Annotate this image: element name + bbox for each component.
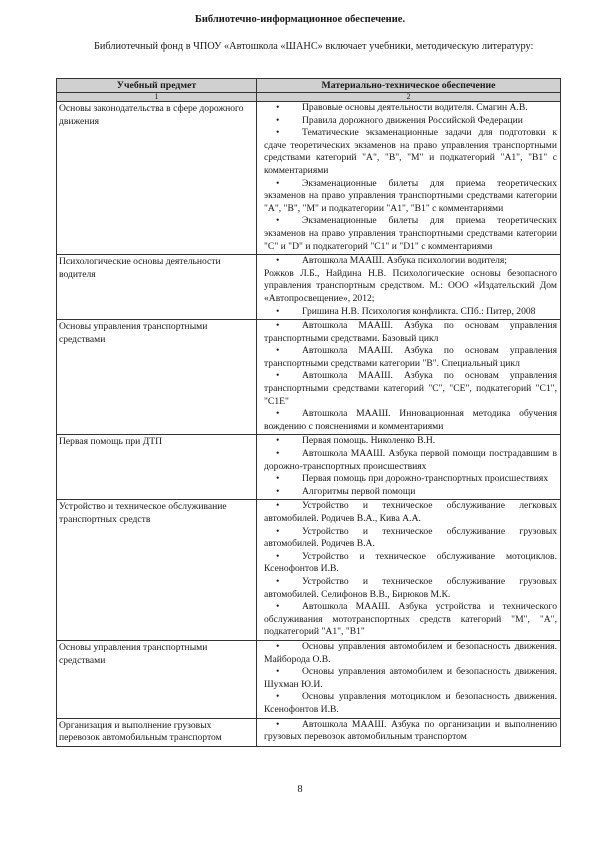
list-item	[260, 370, 557, 408]
subject-cell: Организация и выполнение грузовых перевозок автомобильным транспортом	[57, 718, 257, 746]
subject-cell: Устройство и техническое обслуживание транспортных средств	[57, 500, 257, 641]
list-item-text: Основы управления автомобилем и безопасность движения. Шухман Ю.И.	[264, 666, 557, 690]
list-item-text: Рожков Л.Б., Найдина Н.В. Психологические основы безопасного управления транспортным средством. М.: ООО «Издательский Дом «Автопросвещение», 2012;	[264, 267, 557, 304]
bullet-icon: •	[276, 718, 280, 730]
list-item	[260, 486, 557, 499]
list-item	[260, 576, 557, 601]
materials-cell	[257, 500, 561, 641]
list-item-text: Автошкола МААШ. Инновационная методика обучения вождению с пояснениями и комментариями	[264, 408, 557, 432]
table-row	[57, 255, 561, 320]
list-item	[260, 255, 557, 268]
table-row	[57, 500, 561, 641]
list-item-text: Автошкола МААШ. Азбука первой помощи пострадавшим в дорожно-транспортных происшествиях	[264, 448, 557, 472]
bullet-icon: •	[276, 102, 280, 113]
materials-cell	[257, 102, 561, 255]
bullet-icon: •	[276, 127, 280, 139]
list-item-text: Гришина Н.В. Психология конфликта. СПб.: Питер, 2008	[302, 305, 536, 317]
bullet-icon: •	[276, 601, 280, 613]
header-subject: Учебный предмет	[57, 79, 257, 93]
subject-cell: Основы управления транспортными средствами	[57, 640, 257, 718]
section-title: Библиотечно-информационное обеспечение.	[194, 14, 406, 25]
bullet-icon: •	[276, 691, 280, 703]
list-item-text: Основы управления мотоциклом и безопасность движения. Ксенофонтов И.В.	[264, 691, 557, 715]
list-item	[260, 526, 557, 551]
bullet-icon: •	[276, 345, 280, 357]
list-item	[260, 500, 557, 525]
bullet-icon: •	[276, 485, 280, 497]
list-item	[260, 719, 557, 744]
list-item-text: Правовые основы деятельности водителя. Смагин А.В.	[302, 102, 528, 113]
list-item	[260, 666, 557, 691]
materials-cell	[257, 435, 561, 500]
list-item-text: Автошкола МААШ. Азбука устройства и технического обслуживания мототранспортных средств категорий "М", "А", подкатегорий "А1", "В1"	[264, 601, 557, 638]
bullet-icon: •	[276, 666, 280, 678]
list-item	[260, 306, 557, 319]
list-item	[260, 473, 557, 486]
materials-cell	[257, 255, 561, 320]
list-item-text: Первая помощь при дорожно-транспортных происшествиях	[302, 473, 549, 485]
bullet-icon: •	[276, 255, 280, 267]
subject-cell: Первая помощь при ДТП	[57, 435, 257, 500]
bullet-icon: •	[276, 640, 280, 652]
bullet-icon: •	[276, 473, 280, 485]
bullet-icon: •	[276, 215, 280, 227]
bullet-icon: •	[276, 550, 280, 562]
list-item	[260, 215, 557, 253]
list-item	[260, 435, 557, 448]
list-item	[260, 641, 557, 666]
subject-cell: Основы управления транспортными средствами	[57, 320, 257, 435]
list-item	[260, 115, 557, 128]
list-item	[260, 691, 557, 716]
bullet-icon: •	[276, 177, 280, 189]
column-number-row	[57, 93, 561, 102]
materials-cell	[257, 640, 561, 718]
table-header-row	[57, 79, 561, 93]
list-item-text: Автошкола МААШ. Азбука по основам управления транспортными средствами категории "В". Специальный цикл	[264, 345, 557, 369]
list-item	[260, 345, 557, 370]
list-item-text: Автошкола МААШ. Азбука по основам управления транспортными средствами. Базовый цикл	[264, 320, 557, 344]
list-item	[260, 551, 557, 576]
table-row	[57, 640, 561, 718]
column-number: 2	[257, 93, 561, 102]
list-item-text: Устройство и техническое обслуживание грузовых автомобилей. Селифонов В.В., Бирюков М.К.	[264, 575, 557, 600]
list-item-text: Тематические экзаменационные задачи для подготовки к сдаче теоретических экзаменов на право управления транспортными средствами категорий "А", "В", "М" и подкатегорий "А1", "В1" с комментариями	[264, 127, 557, 176]
list-item	[260, 320, 557, 345]
table-row	[57, 435, 561, 500]
materials-cell	[257, 320, 561, 435]
list-item	[260, 102, 557, 115]
table-row	[57, 718, 561, 746]
table-row	[57, 102, 561, 255]
list-item-text: Устройство и техническое обслуживание грузовых автомобилей. Родичев В.А.	[264, 525, 557, 550]
list-item-text: Правила дорожного движения Российской Федерации	[302, 114, 523, 126]
column-number: 1	[57, 93, 257, 102]
list-item-text: Автошкола МААШ. Азбука по основам управления транспортными средствами категорий "С", "СЕ", подкатегорий "С1", "С1Е"	[264, 370, 557, 407]
bullet-icon: •	[276, 575, 280, 587]
bullet-icon: •	[276, 114, 280, 126]
bullet-icon: •	[276, 320, 280, 332]
table-body	[57, 102, 561, 747]
bullet-icon: •	[276, 448, 280, 460]
subject-cell: Психологические основы деятельности водителя	[57, 255, 257, 320]
list-item-text: Основы управления автомобилем и безопасность движения. Майборода О.В.	[264, 640, 557, 665]
intro-paragraph: Библиотечный фонд в ЧПОУ «Автошкола «ШАНС» включает учебники, методическую литературу:	[94, 41, 534, 52]
list-item	[260, 268, 557, 306]
list-item-text: Устройство и техническое обслуживание мотоциклов. Ксенофонтов И.В.	[264, 550, 557, 575]
list-item-text: Экзаменационные билеты для приема теоретических экзаменов на право управления транспортными средствами категории "С" и "D" и подкатегорий "С1" и "D1" с комментариями	[264, 215, 557, 252]
list-item	[260, 601, 557, 639]
list-item	[260, 178, 557, 216]
list-item-text: Первая помощь. Николенко В.Н.	[302, 435, 436, 447]
list-item	[260, 408, 557, 433]
bullet-icon: •	[276, 370, 280, 382]
bullet-icon: •	[276, 408, 280, 420]
table-row	[57, 320, 561, 435]
list-item-text: Автошкола МААШ. Азбука по организации и выполнению грузовых перевозок автомобильным транспортом	[264, 718, 557, 743]
list-item-text: Устройство и техническое обслуживание легковых автомобилей. Родичев В.А., Кива А.А.	[264, 500, 557, 524]
literature-table	[56, 78, 561, 747]
bullet-icon: •	[276, 500, 280, 512]
list-item-text: Алгоритмы первой помощи	[302, 485, 416, 497]
header-materials: Материально-техническое обеспечение	[257, 79, 561, 93]
list-item-text: Экзаменационные билеты для приема теоретических экзаменов на право управления транспортными средствами категории "А", "В", "М" и подкатегории "А1", "В1" с комментариями	[264, 177, 557, 214]
bullet-icon: •	[276, 435, 280, 447]
list-item	[260, 127, 557, 177]
subject-cell: Основы законодательства в сфере дорожного движения	[57, 102, 257, 255]
bullet-icon: •	[276, 305, 280, 317]
list-item	[260, 448, 557, 473]
list-item-text: Автошкола МААШ. Азбука психологии водителя;	[302, 255, 507, 267]
bullet-icon: •	[276, 525, 280, 537]
page-number: 8	[297, 784, 303, 795]
materials-cell	[257, 718, 561, 746]
